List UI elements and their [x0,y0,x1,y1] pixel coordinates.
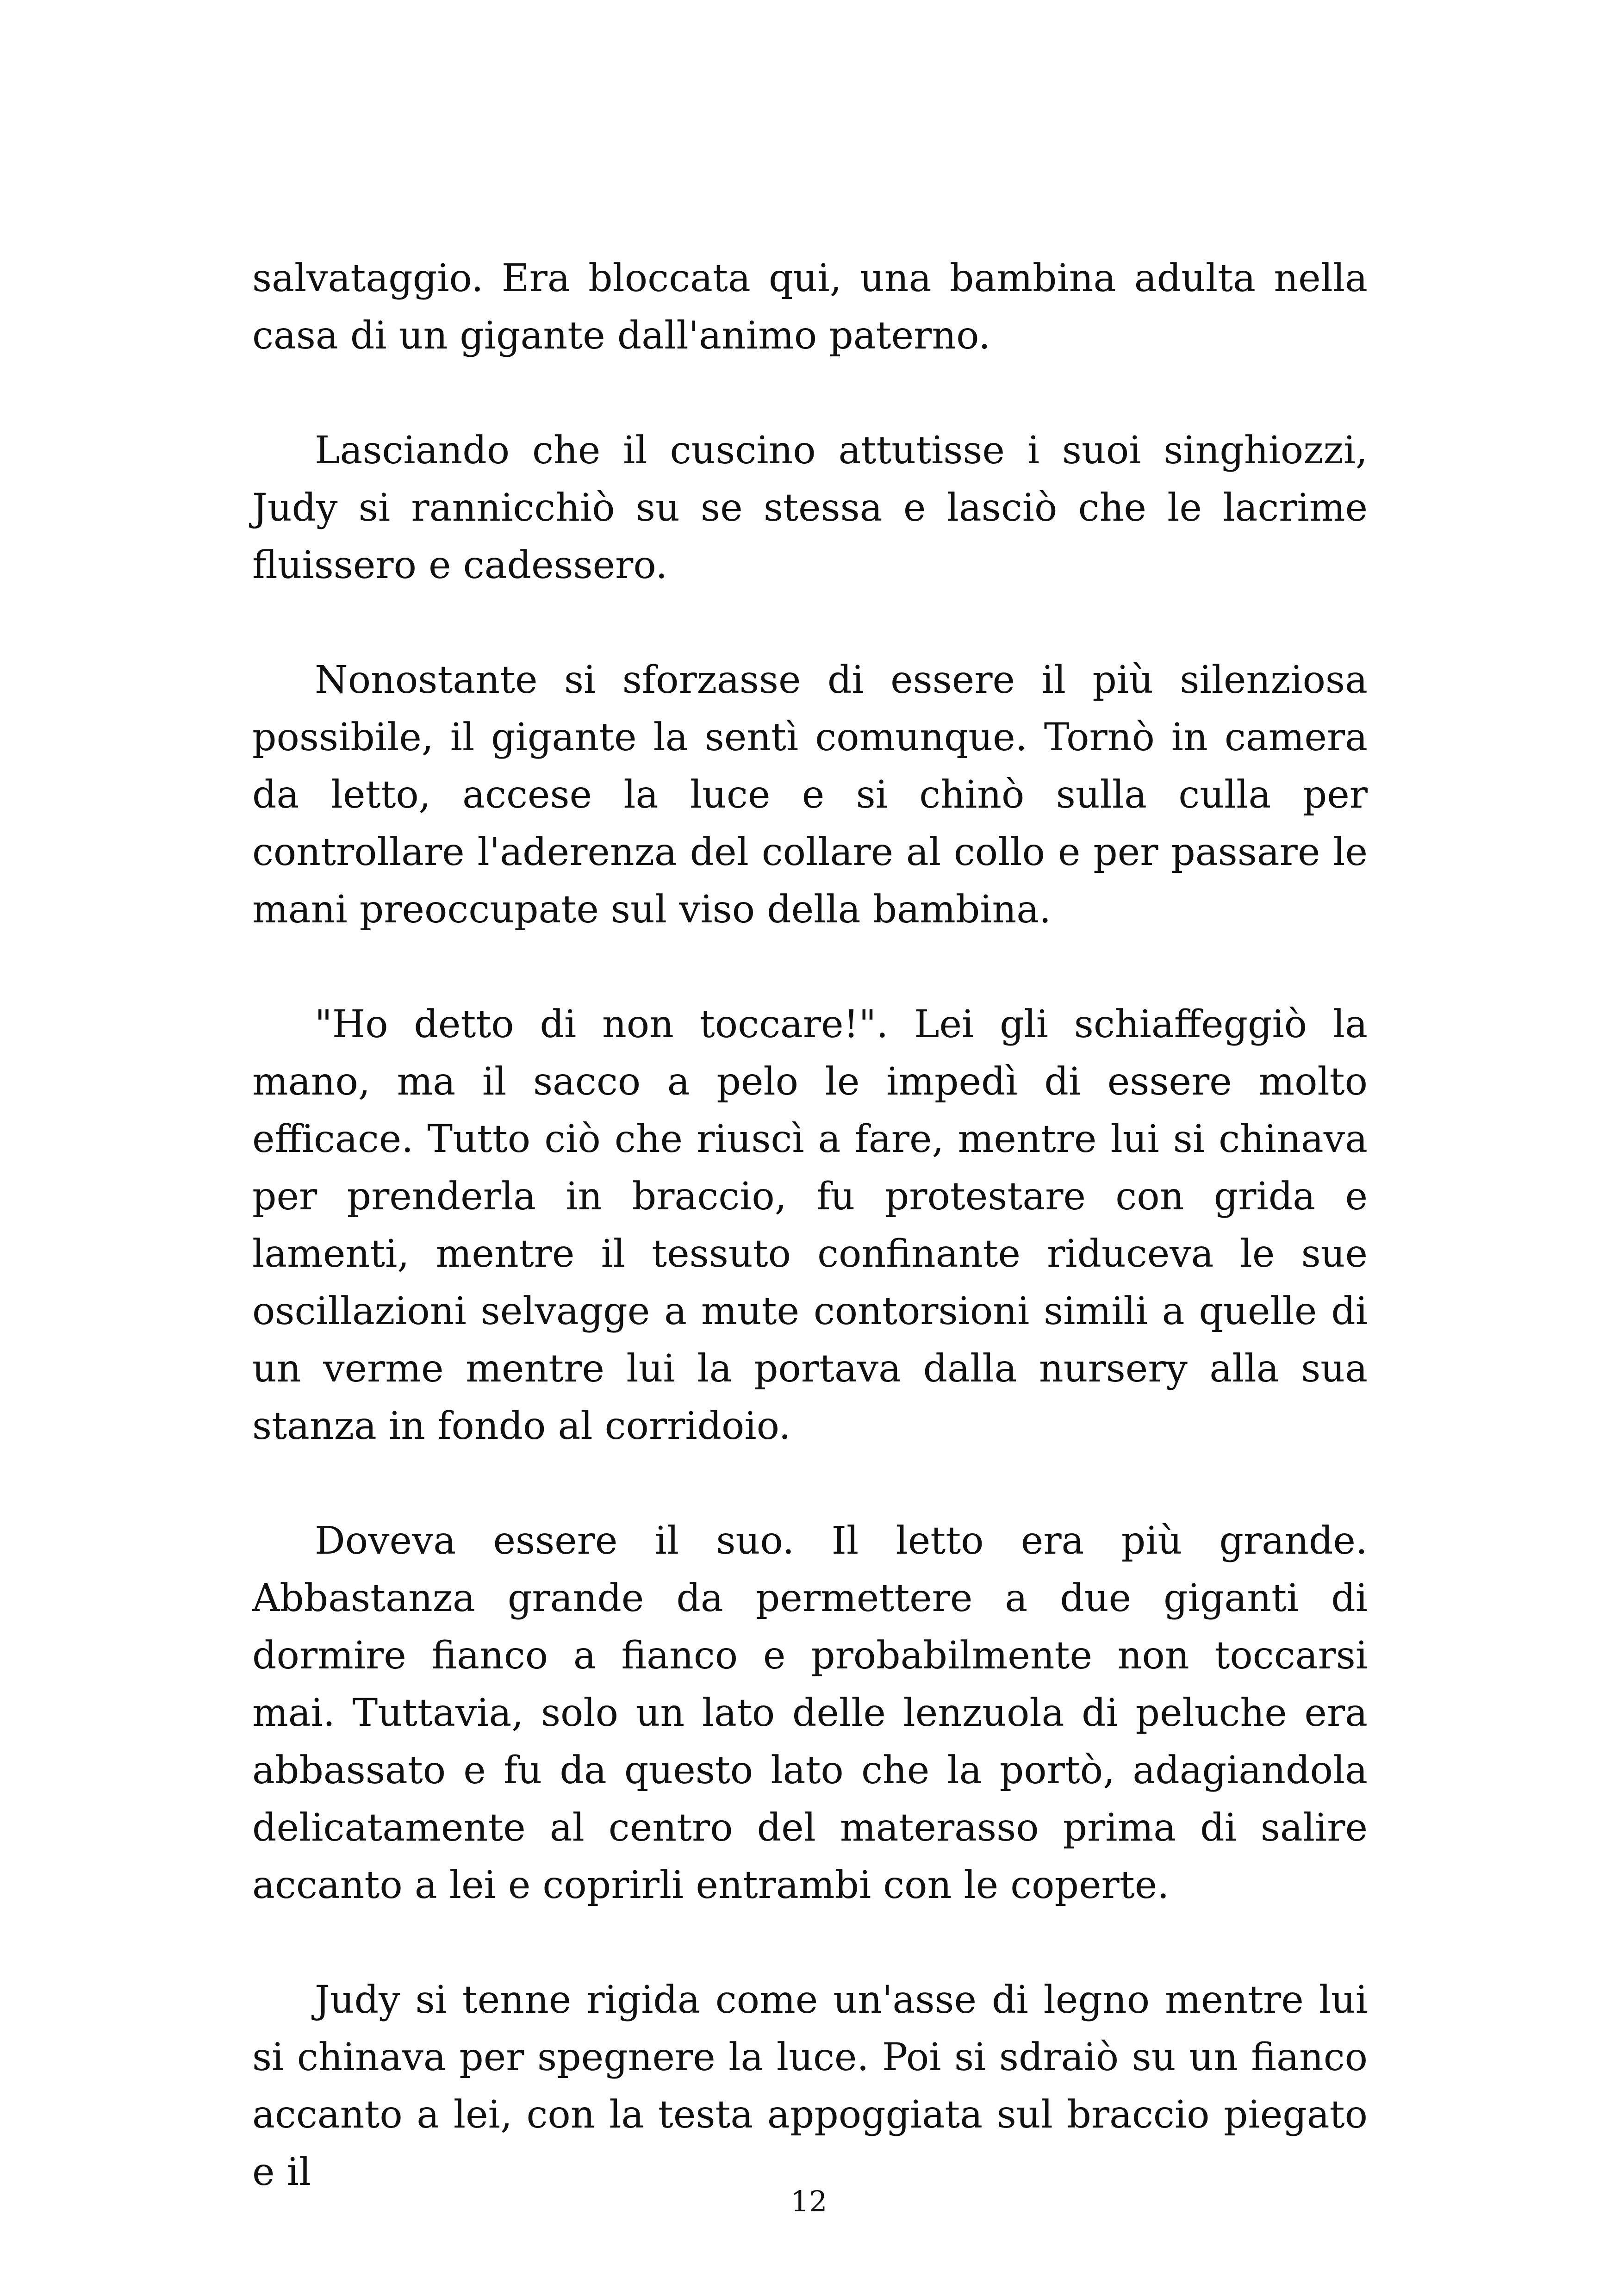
paragraph: Doveva essere il suo. Il letto era più grande. Abbastanza grande da permettere a due giganti di dormire fianco a fianco e probabilmente non toccarsi mai. Tuttavia, solo un lato delle lenzuola di peluche era abbassato e fu da questo lato che la portò, adagiandola delicatamente al centro del materasso prima di salire accanto a lei e coprirli entrambi con le coperte. [252,1519,1368,1907]
paragraph: Judy si tenne rigida come un'asse di legno mentre lui si chinava per spegnere la luce. Poi si sdraiò su un fianco accanto a lei, con la testa appoggiata sul braccio piegato e il [252,1978,1368,2194]
paragraph: "Ho detto di non toccare!". Lei gli schiaffeggiò la mano, ma il sacco a pelo le impedì di essere molto efficace. Tutto ciò che riuscì a fare, mentre lui si chinava per prenderla in braccio, fu protestare con grida e lamenti, mentre il tessuto confinante riduceva le sue oscillazioni selvagge a mute contorsioni simili a quelle di un verme mentre lui la portava dalla nursery alla sua stanza in fondo al corridoio. [252,1002,1368,1448]
page-number: 12 [790,2184,828,2218]
paragraph: Lasciando che il cuscino attutisse i suoi singhiozzi, Judy si rannicchiò su se stessa e lasciò che le lacrime fluissero e cadessero. [252,429,1368,587]
paragraph: Nonostante si sforzasse di essere il più silenziosa possibile, il gigante la sentì comunque. Tornò in camera da letto, accese la luce e si chinò sulla culla per controllare l'aderenza del collare al collo e per passare le mani preoccupate sul viso della bambina. [252,658,1368,932]
body-text [252,250,1368,2259]
paragraph-continuation: salvataggio. Era bloccata qui, una bambina adulta nella casa di un gigante dall'animo paterno. [252,256,1368,358]
